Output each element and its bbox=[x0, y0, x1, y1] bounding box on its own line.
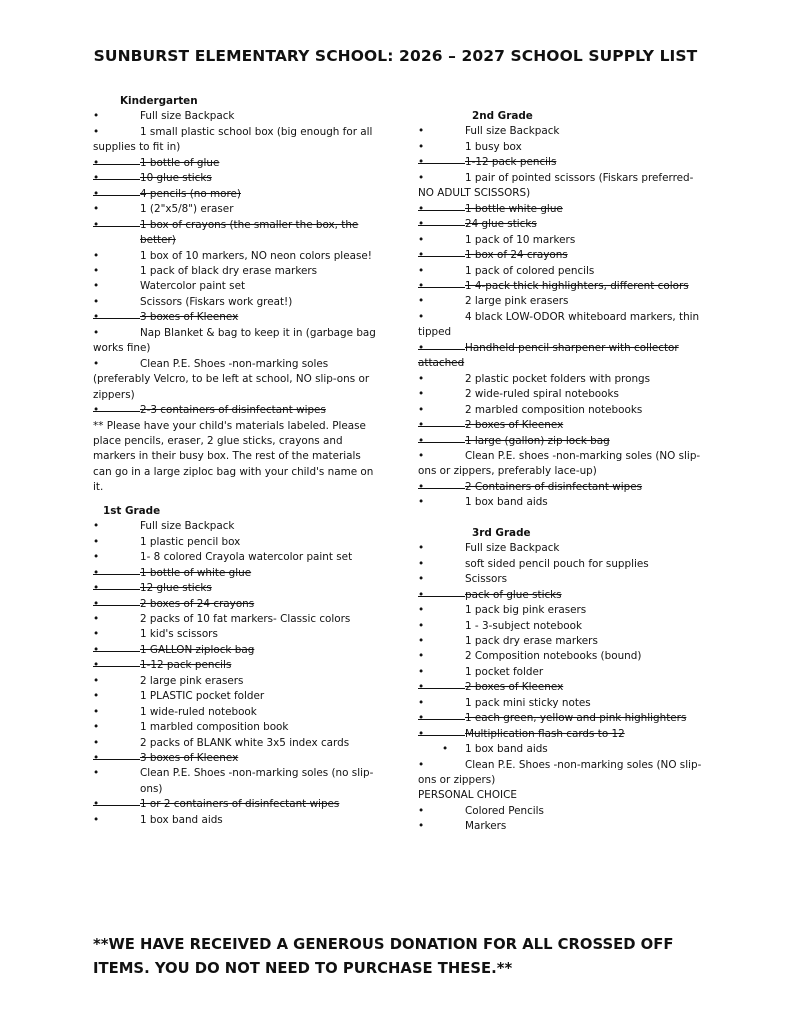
list-item-text: 1 small plastic school box (big enough for all supplies to fit in) bbox=[93, 125, 373, 154]
list-item-text: 1 marbled composition book bbox=[140, 721, 289, 734]
list-item bbox=[418, 418, 708, 433]
grade3-list bbox=[418, 541, 708, 788]
list-item bbox=[418, 480, 708, 495]
grade2-list bbox=[418, 124, 708, 510]
list-item bbox=[418, 742, 708, 757]
list-item-text: Clean P.E. shoes -non-marking soles (NO slip-ons or zippers, preferably lace-up) bbox=[418, 449, 701, 478]
list-item-text: 2 wide-ruled spiral notebooks bbox=[465, 388, 619, 401]
personal-choice-list bbox=[418, 804, 708, 835]
list-item bbox=[418, 711, 708, 726]
list-item bbox=[93, 156, 378, 171]
list-item-text: 1 (2"x5/8") eraser bbox=[140, 203, 234, 216]
list-item-text: 3 boxes of Kleenex bbox=[140, 311, 239, 324]
list-item-text: 1 busy box bbox=[465, 140, 522, 153]
list-item-text: 2 boxes of Kleenex bbox=[465, 419, 564, 432]
list-item-text: Multiplication flash cards to 12 bbox=[465, 727, 625, 740]
list-item-text: 1 box of 24 crayons bbox=[465, 249, 568, 262]
list-item bbox=[418, 155, 708, 170]
list-item-text: 4 black LOW-ODOR whiteboard markers, thin tipped bbox=[418, 310, 700, 339]
list-item bbox=[93, 581, 378, 596]
list-item-text: 1 box band aids bbox=[465, 743, 548, 756]
list-item bbox=[418, 727, 708, 742]
list-item bbox=[93, 326, 378, 357]
list-item-text: 1 bottle of white glue bbox=[140, 566, 252, 579]
list-item-text: pack of glue sticks bbox=[465, 588, 562, 601]
list-item-text: Scissors bbox=[465, 573, 508, 586]
list-item-text: 2 Composition notebooks (bound) bbox=[465, 650, 642, 663]
list-item bbox=[93, 689, 378, 704]
list-item-text: 1 plastic pencil box bbox=[140, 535, 241, 548]
list-item bbox=[418, 140, 708, 155]
list-item-text: 1 box of crayons (the smaller the box, the better) bbox=[140, 218, 359, 247]
list-item-text: 1 pocket folder bbox=[465, 665, 544, 678]
list-item-text: 1 large (gallon) zip lock bag bbox=[465, 434, 610, 447]
list-item bbox=[418, 279, 708, 294]
list-item bbox=[93, 403, 378, 418]
list-item bbox=[418, 403, 708, 418]
list-item-text: 2 packs of BLANK white 3x5 index cards bbox=[140, 736, 350, 749]
list-item bbox=[418, 541, 708, 556]
list-item-text: Full size Backpack bbox=[465, 542, 560, 555]
list-item bbox=[418, 387, 708, 402]
list-item bbox=[93, 720, 378, 735]
list-item bbox=[418, 202, 708, 217]
list-item bbox=[93, 597, 378, 612]
list-item-text: Handheld pencil sharpener with collector attached bbox=[418, 341, 679, 370]
list-item-text: 1 bottle white glue bbox=[465, 202, 563, 215]
list-item-text: Full size Backpack bbox=[465, 125, 560, 138]
list-item-text: 1 wide-ruled notebook bbox=[140, 705, 257, 718]
list-item bbox=[93, 550, 378, 565]
list-item bbox=[93, 535, 378, 550]
grade3-heading: 3rd Grade bbox=[472, 526, 531, 539]
list-item-text: Full size Backpack bbox=[140, 520, 235, 533]
list-item-text: 2 packs of 10 fat markers- Classic colors bbox=[140, 612, 351, 625]
list-item-text: 1 pack of 10 markers bbox=[465, 233, 576, 246]
list-item-text: 1 - 3-subject notebook bbox=[465, 619, 583, 632]
list-item bbox=[418, 758, 708, 789]
list-item-text: 1 box band aids bbox=[465, 496, 548, 509]
list-item bbox=[418, 341, 708, 372]
list-item bbox=[93, 736, 378, 751]
list-item bbox=[418, 248, 708, 263]
page-title: SUNBURST ELEMENTARY SCHOOL: 2026 – 2027 SCHOOL SUPPLY LIST bbox=[93, 47, 698, 65]
list-item bbox=[418, 603, 708, 618]
list-item-text: 1- 8 colored Crayola watercolor paint set bbox=[140, 551, 353, 564]
list-item-text: 1 pack big pink erasers bbox=[465, 604, 587, 617]
list-item bbox=[93, 813, 378, 828]
list-item bbox=[418, 171, 708, 202]
list-item bbox=[93, 125, 378, 156]
kindergarten-note: ** Please have your child's materials labeled. Please place pencils, eraser, 2 glue sticks, crayons and markers in their busy box. The rest of the materials can go in a large ziploc bag with your child's name on it. bbox=[93, 419, 374, 494]
list-item-text: 1 4-pack thick highlighters, different colors bbox=[465, 279, 689, 292]
list-item-text: 2 boxes of Kleenex bbox=[465, 681, 564, 694]
list-item bbox=[93, 295, 378, 310]
grade1-list bbox=[93, 519, 378, 828]
list-item bbox=[93, 658, 378, 673]
list-item bbox=[418, 495, 708, 510]
list-item-text: Clean P.E. Shoes -non-marking soles (preferably Velcro, to be left at school, NO slip-ons or zippers) bbox=[93, 357, 370, 401]
list-item-text: Scissors (Fiskars work great!) bbox=[140, 295, 293, 308]
list-item bbox=[418, 233, 708, 248]
list-item bbox=[418, 557, 708, 572]
list-item-text: 2 plastic pocket folders with prongs bbox=[465, 372, 651, 385]
list-item bbox=[93, 109, 378, 124]
list-item bbox=[93, 612, 378, 627]
list-item bbox=[418, 434, 708, 449]
list-item-text: 24 glue sticks bbox=[465, 218, 537, 231]
kindergarten-heading: Kindergarten bbox=[120, 95, 198, 107]
list-item-text: 3 boxes of Kleenex bbox=[140, 752, 239, 765]
list-item-text: 1 bottle of glue bbox=[140, 156, 220, 169]
list-item bbox=[418, 588, 708, 603]
list-item-text: 1 PLASTIC pocket folder bbox=[140, 690, 265, 703]
list-item-text: 1 box of 10 markers, NO neon colors please! bbox=[140, 249, 372, 262]
list-item bbox=[93, 766, 378, 797]
list-item-text: 2 Containers of disinfectant wipes bbox=[465, 480, 643, 493]
list-item-text: Nap Blanket & bag to keep it in (garbage bag works fine) bbox=[93, 326, 376, 355]
list-item-text: 1 GALLON ziplock bag bbox=[140, 643, 255, 656]
list-item-text: Colored Pencils bbox=[465, 804, 544, 817]
list-item-text: soft sided pencil pouch for supplies bbox=[465, 557, 649, 570]
list-item-text: 2 large pink erasers bbox=[465, 295, 569, 308]
personal-choice-label: PERSONAL CHOICE bbox=[418, 789, 517, 802]
list-item bbox=[93, 627, 378, 642]
list-item bbox=[418, 649, 708, 664]
list-item bbox=[418, 572, 708, 587]
list-item bbox=[418, 217, 708, 232]
list-item-text: 1 or 2 containers of disinfectant wipes bbox=[140, 798, 340, 811]
list-item bbox=[93, 357, 378, 403]
left-column bbox=[93, 94, 378, 828]
right-column bbox=[418, 109, 708, 835]
list-item-text: 1 box band aids bbox=[140, 813, 223, 826]
list-item-text: 1-12 pack pencils bbox=[465, 156, 557, 169]
grade2-heading: 2nd Grade bbox=[472, 110, 533, 122]
list-item bbox=[93, 643, 378, 658]
list-item-text: 1 kid's scissors bbox=[140, 628, 218, 641]
list-item bbox=[93, 797, 378, 812]
list-item bbox=[418, 264, 708, 279]
list-item-text: 1-12 pack pencils bbox=[140, 659, 232, 672]
list-item bbox=[418, 819, 708, 834]
list-item-text: 10 glue sticks bbox=[140, 172, 212, 185]
list-item bbox=[93, 566, 378, 581]
list-item-text: 1 pack dry erase markers bbox=[465, 634, 598, 647]
list-item bbox=[93, 202, 378, 217]
list-item bbox=[418, 310, 708, 341]
list-item bbox=[418, 665, 708, 680]
list-item-text: 1 pack of colored pencils bbox=[465, 264, 595, 277]
list-item bbox=[93, 171, 378, 186]
list-item-text: Clean P.E. Shoes -non-marking soles (NO slip-ons or zippers) bbox=[418, 758, 702, 787]
list-item bbox=[93, 751, 378, 766]
list-item bbox=[418, 372, 708, 387]
list-item bbox=[93, 310, 378, 325]
list-item-text: 2 large pink erasers bbox=[140, 674, 244, 687]
list-item bbox=[93, 249, 378, 264]
list-item bbox=[93, 519, 378, 534]
list-item bbox=[93, 187, 378, 202]
list-item-text: 12 glue sticks bbox=[140, 582, 212, 595]
list-item bbox=[418, 294, 708, 309]
list-item bbox=[93, 279, 378, 294]
list-item-text: 2 marbled composition notebooks bbox=[465, 403, 643, 416]
list-item-text: Full size Backpack bbox=[140, 110, 235, 123]
list-item-text: Watercolor paint set bbox=[140, 280, 246, 293]
list-item-text: 2 boxes of 24 crayons bbox=[140, 597, 255, 610]
donation-notice: **WE HAVE RECEIVED A GENEROUS DONATION FOR ALL CROSSED OFF ITEMS. YOU DO NOT NEED TO PURCHASE THESE.** bbox=[93, 936, 674, 977]
list-item bbox=[418, 124, 708, 139]
list-item-text: Markers bbox=[465, 820, 507, 833]
list-item-text: 4 pencils (no more) bbox=[140, 187, 241, 200]
list-item-text: 1 pack mini sticky notes bbox=[465, 696, 591, 709]
list-item bbox=[93, 705, 378, 720]
list-item-text: 2-3 containers of disinfectant wipes bbox=[140, 404, 326, 417]
list-item bbox=[418, 680, 708, 695]
list-item bbox=[93, 218, 378, 249]
list-item-text: 1 pack of black dry erase markers bbox=[140, 264, 318, 277]
list-item bbox=[418, 696, 708, 711]
list-item-text: 1 each green, yellow and pink highlighters bbox=[465, 712, 687, 725]
list-item bbox=[418, 804, 708, 819]
list-item bbox=[418, 449, 708, 480]
grade1-heading: 1st Grade bbox=[103, 504, 161, 517]
list-item bbox=[93, 674, 378, 689]
kindergarten-list bbox=[93, 109, 378, 418]
list-item bbox=[418, 634, 708, 649]
list-item-text: 1 pair of pointed scissors (Fiskars preferred-NO ADULT SCISSORS) bbox=[418, 171, 694, 200]
list-item bbox=[418, 619, 708, 634]
list-item bbox=[93, 264, 378, 279]
list-item-text: Clean P.E. Shoes -non-marking soles (no slip-ons) bbox=[140, 767, 374, 795]
